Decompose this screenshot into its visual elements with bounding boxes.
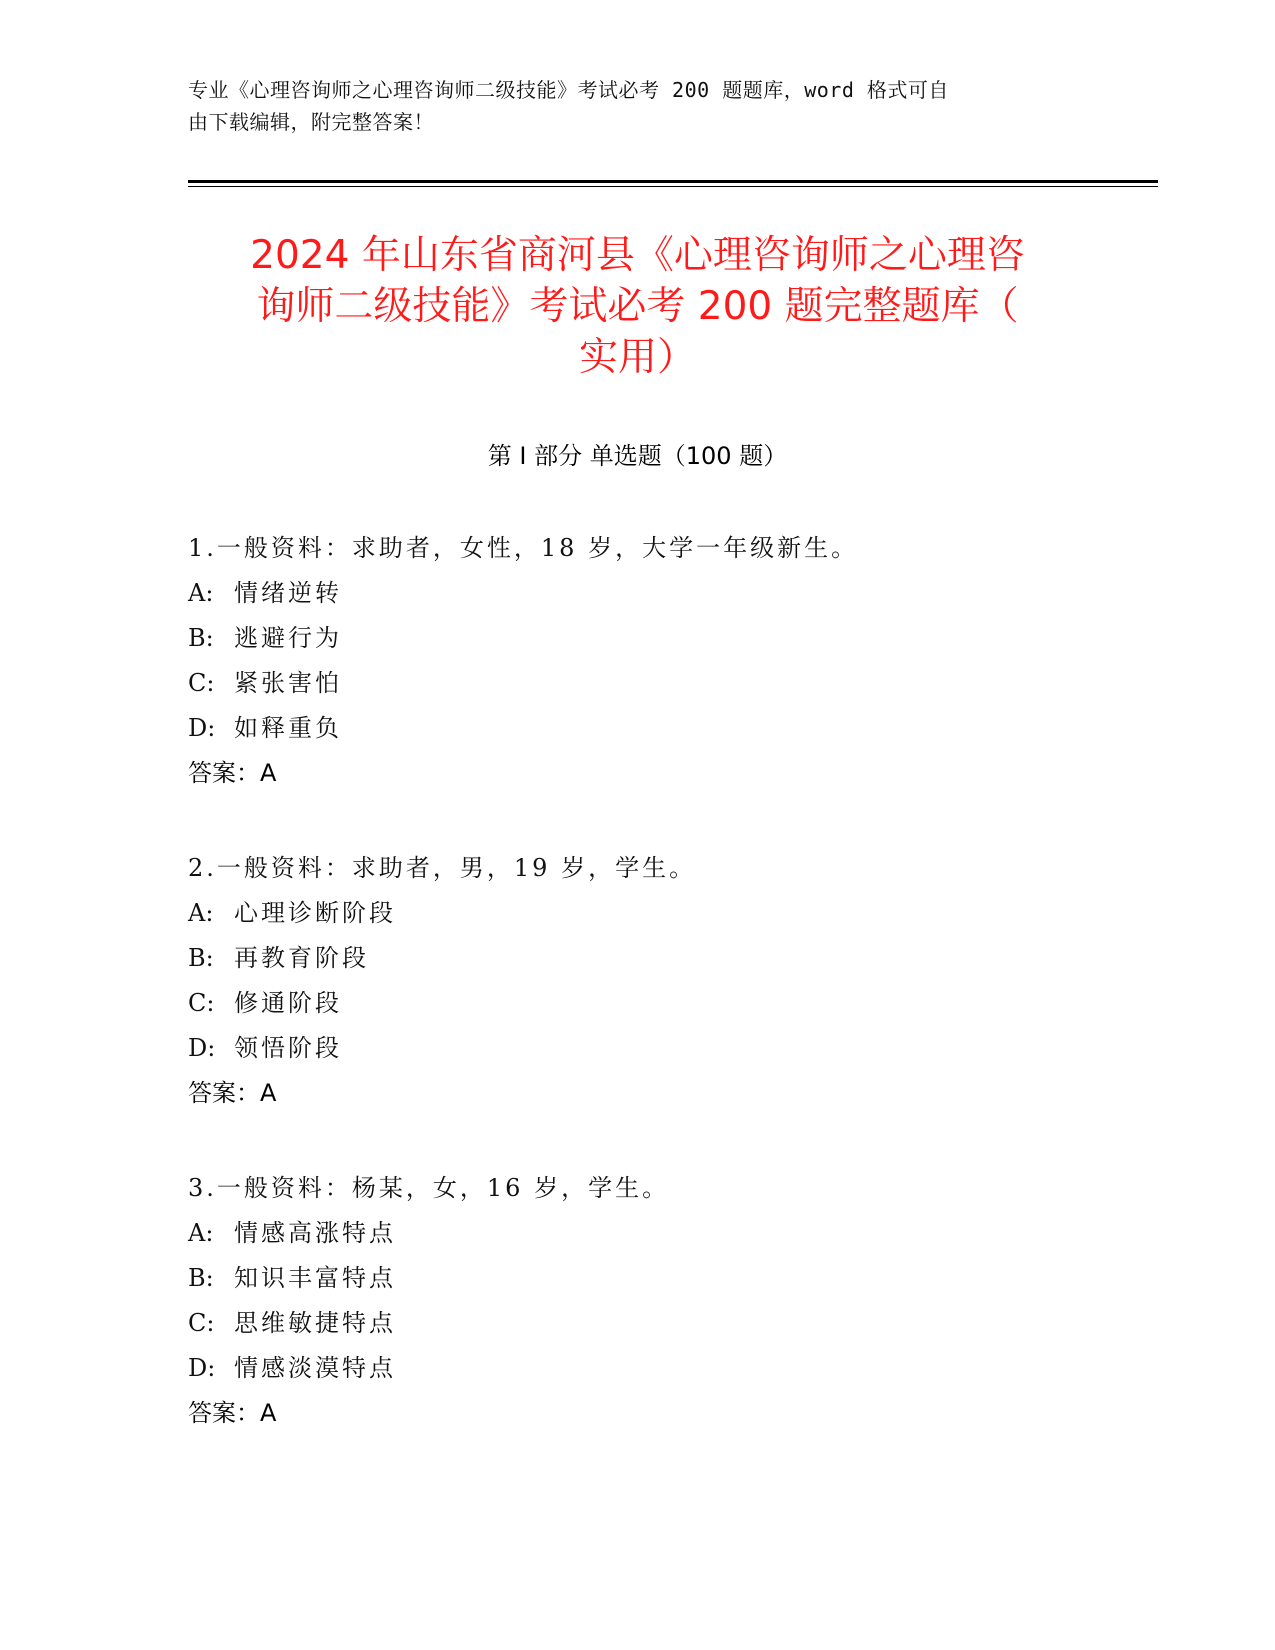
- question-stem: 2.一般资料：求助者，男，19 岁，学生。: [188, 854, 697, 882]
- header-note-line: 由下载编辑，附完整答案！: [188, 110, 434, 134]
- answer-line: 答案：A: [188, 1079, 277, 1107]
- document-title-line: 询师二级技能》考试必考 200 题完整题库（: [256, 284, 1019, 329]
- question-stem: 3.一般资料：杨某，女，16 岁，学生。: [188, 1174, 670, 1202]
- option-c: [188, 981, 1088, 1026]
- option-c: [188, 1301, 1088, 1346]
- document-title: [150, 230, 1125, 383]
- question-item: [188, 1166, 1088, 1436]
- option-text: 修通阶段: [234, 989, 342, 1017]
- option-text: 心理诊断阶段: [234, 899, 396, 927]
- document-title-line: 实用）: [578, 335, 696, 380]
- option-letter: A:: [188, 1219, 214, 1247]
- option-letter: A:: [188, 899, 214, 927]
- option-a: [188, 891, 1088, 936]
- header-note-line: 专业《心理咨询师之心理咨询师二级技能》考试必考 200 题题库，word 格式可自: [188, 78, 949, 102]
- section-heading: 第 I 部分 单选题（100 题）: [487, 442, 788, 470]
- option-letter: D:: [188, 1034, 216, 1062]
- option-d: [188, 706, 1088, 751]
- option-b: [188, 616, 1088, 661]
- option-letter: B:: [188, 1264, 214, 1292]
- option-text: 如释重负: [234, 714, 342, 742]
- option-b: [188, 1256, 1088, 1301]
- option-a: [188, 1211, 1088, 1256]
- document-title-line: 2024 年山东省商河县《心理咨询师之心理咨: [250, 233, 1025, 278]
- option-letter: A:: [188, 579, 214, 607]
- question-stem: 1.一般资料：求助者，女性，18 岁，大学一年级新生。: [188, 534, 859, 562]
- option-letter: C:: [188, 669, 215, 697]
- option-d: [188, 1026, 1088, 1071]
- option-text: 领悟阶段: [234, 1034, 342, 1062]
- question-item: [188, 846, 1088, 1116]
- option-c: [188, 661, 1088, 706]
- option-letter: C:: [188, 1309, 215, 1337]
- option-letter: D:: [188, 714, 216, 742]
- header-divider-thick: [188, 180, 1158, 183]
- option-text: 逃避行为: [234, 624, 342, 652]
- option-text: 情感淡漠特点: [234, 1354, 396, 1382]
- option-text: 思维敏捷特点: [234, 1309, 396, 1337]
- option-letter: C:: [188, 989, 215, 1017]
- answer-line: 答案：A: [188, 1399, 277, 1427]
- header-note: [188, 74, 1088, 138]
- option-a: [188, 571, 1088, 616]
- answer-line: 答案：A: [188, 759, 277, 787]
- option-b: [188, 936, 1088, 981]
- option-d: [188, 1346, 1088, 1391]
- question-item: [188, 526, 1088, 796]
- header-divider-thin: [188, 186, 1158, 187]
- option-text: 情绪逆转: [234, 579, 342, 607]
- option-text: 知识丰富特点: [234, 1264, 396, 1292]
- option-letter: B:: [188, 624, 214, 652]
- option-letter: D:: [188, 1354, 216, 1382]
- option-text: 再教育阶段: [234, 944, 369, 972]
- option-text: 紧张害怕: [234, 669, 342, 697]
- option-text: 情感高涨特点: [234, 1219, 396, 1247]
- option-letter: B:: [188, 944, 214, 972]
